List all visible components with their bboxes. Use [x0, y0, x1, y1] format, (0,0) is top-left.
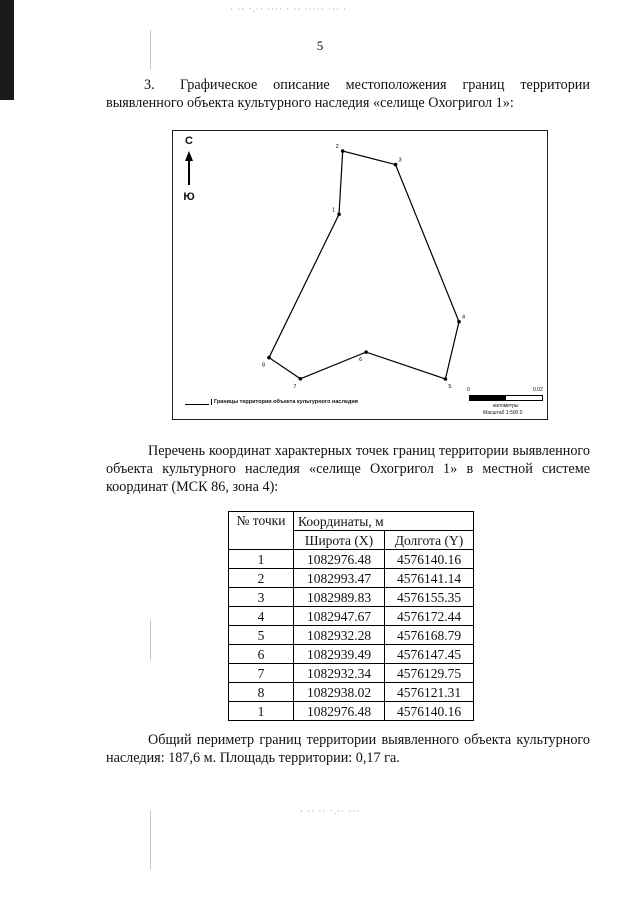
- header-x: Широта (X): [294, 531, 385, 550]
- point-label: 2: [335, 144, 339, 150]
- table-header-row: [229, 512, 474, 531]
- boundary-point: [457, 320, 461, 324]
- north-arrow-head-icon: [185, 151, 193, 161]
- cell-point: 4: [229, 607, 294, 626]
- scale-text: Масштаб 1:500 0: [483, 410, 523, 416]
- cell-x: 1082976.48: [294, 550, 385, 569]
- cell-y: 4576140.16: [385, 702, 474, 721]
- cell-point: 6: [229, 645, 294, 664]
- boundary-map: [172, 130, 548, 420]
- section-heading-text: Графическое описание местоположения границ территории выявленного объекта культурного наследия «селище Охогригол 1»:: [106, 77, 590, 111]
- table-row: [229, 607, 474, 626]
- table-row: [229, 664, 474, 683]
- point-label: 5: [448, 384, 452, 390]
- scale-end: 0.02: [533, 387, 543, 393]
- cell-x: 1082947.67: [294, 607, 385, 626]
- point-label: 7: [293, 383, 297, 390]
- map-legend: Границы территории объекта культурного наследия: [211, 399, 358, 405]
- table-row: [229, 683, 474, 702]
- cell-point: 5: [229, 626, 294, 645]
- boundary-polygon: [269, 151, 459, 379]
- cell-y: 4576147.45: [385, 645, 474, 664]
- boundary-map-svg: [173, 131, 547, 419]
- point-label: 8: [262, 362, 266, 369]
- cell-y: 4576168.79: [385, 626, 474, 645]
- cell-y: 4576141.14: [385, 569, 474, 588]
- cell-y: 4576140.16: [385, 550, 474, 569]
- header-y: Долгота (Y): [385, 531, 474, 550]
- legend-line-icon: [185, 404, 209, 405]
- table-row: [229, 645, 474, 664]
- cell-x: 1082976.48: [294, 702, 385, 721]
- header-coords: Координаты, м: [294, 512, 474, 531]
- boundary-point: [299, 377, 303, 381]
- scan-noise: [150, 810, 151, 870]
- table-row: [229, 569, 474, 588]
- header-point: № точки: [229, 512, 294, 550]
- point-label: 6: [359, 357, 363, 364]
- boundary-point: [341, 149, 345, 153]
- cell-x: 1082939.49: [294, 645, 385, 664]
- page-number: 5: [316, 38, 324, 53]
- scale-units: километры: [493, 403, 519, 409]
- cell-point: 1: [229, 702, 294, 721]
- table-row: [229, 702, 474, 721]
- boundary-point: [394, 163, 398, 167]
- section-heading: [106, 76, 590, 112]
- point-label: 3: [398, 157, 402, 164]
- cell-x: 1082989.83: [294, 588, 385, 607]
- cell-point: 8: [229, 683, 294, 702]
- table-row: [229, 588, 474, 607]
- boundary-point: [444, 377, 448, 381]
- cell-point: 2: [229, 569, 294, 588]
- cell-y: 4576129.75: [385, 664, 474, 683]
- coordinates-intro: Перечень координат характерных точек границ территории выявленного объекта культурного наследия «селище Охогригол 1» в местной системе координат (МСК 86, зона 4):: [106, 443, 590, 495]
- cell-x: 1082932.28: [294, 626, 385, 645]
- cell-point: 3: [229, 588, 294, 607]
- scale-start: 0: [467, 387, 470, 393]
- scale-bar: [469, 395, 543, 401]
- section-number: 3.: [144, 77, 155, 93]
- cell-y: 4576155.35: [385, 588, 474, 607]
- north-label: С: [185, 135, 193, 147]
- scan-noise: · ·· ·· ·.·· ···: [300, 806, 361, 816]
- point-label: 1: [332, 207, 336, 214]
- cell-point: 7: [229, 664, 294, 683]
- cell-y: 4576172.44: [385, 607, 474, 626]
- cell-y: 4576121.31: [385, 683, 474, 702]
- boundary-point: [364, 350, 368, 354]
- cell-x: 1082993.47: [294, 569, 385, 588]
- coordinates-table: [228, 511, 474, 721]
- cell-point: 1: [229, 550, 294, 569]
- cell-x: 1082932.34: [294, 664, 385, 683]
- table-row: [229, 550, 474, 569]
- scan-noise: · ·· ·.·· ···· · ·· ····· ··· ·: [230, 4, 348, 14]
- point-label: 4: [462, 314, 466, 321]
- cell-x: 1082938.02: [294, 683, 385, 702]
- boundary-point: [267, 356, 271, 360]
- table-row: [229, 626, 474, 645]
- south-label: Ю: [183, 191, 195, 203]
- boundary-point: [337, 213, 341, 217]
- perimeter-summary: Общий периметр границ территории выявленного объекта культурного наследия: 187,6 м. Площадь территории: 0,17 га.: [106, 732, 590, 766]
- scan-noise: [150, 620, 151, 660]
